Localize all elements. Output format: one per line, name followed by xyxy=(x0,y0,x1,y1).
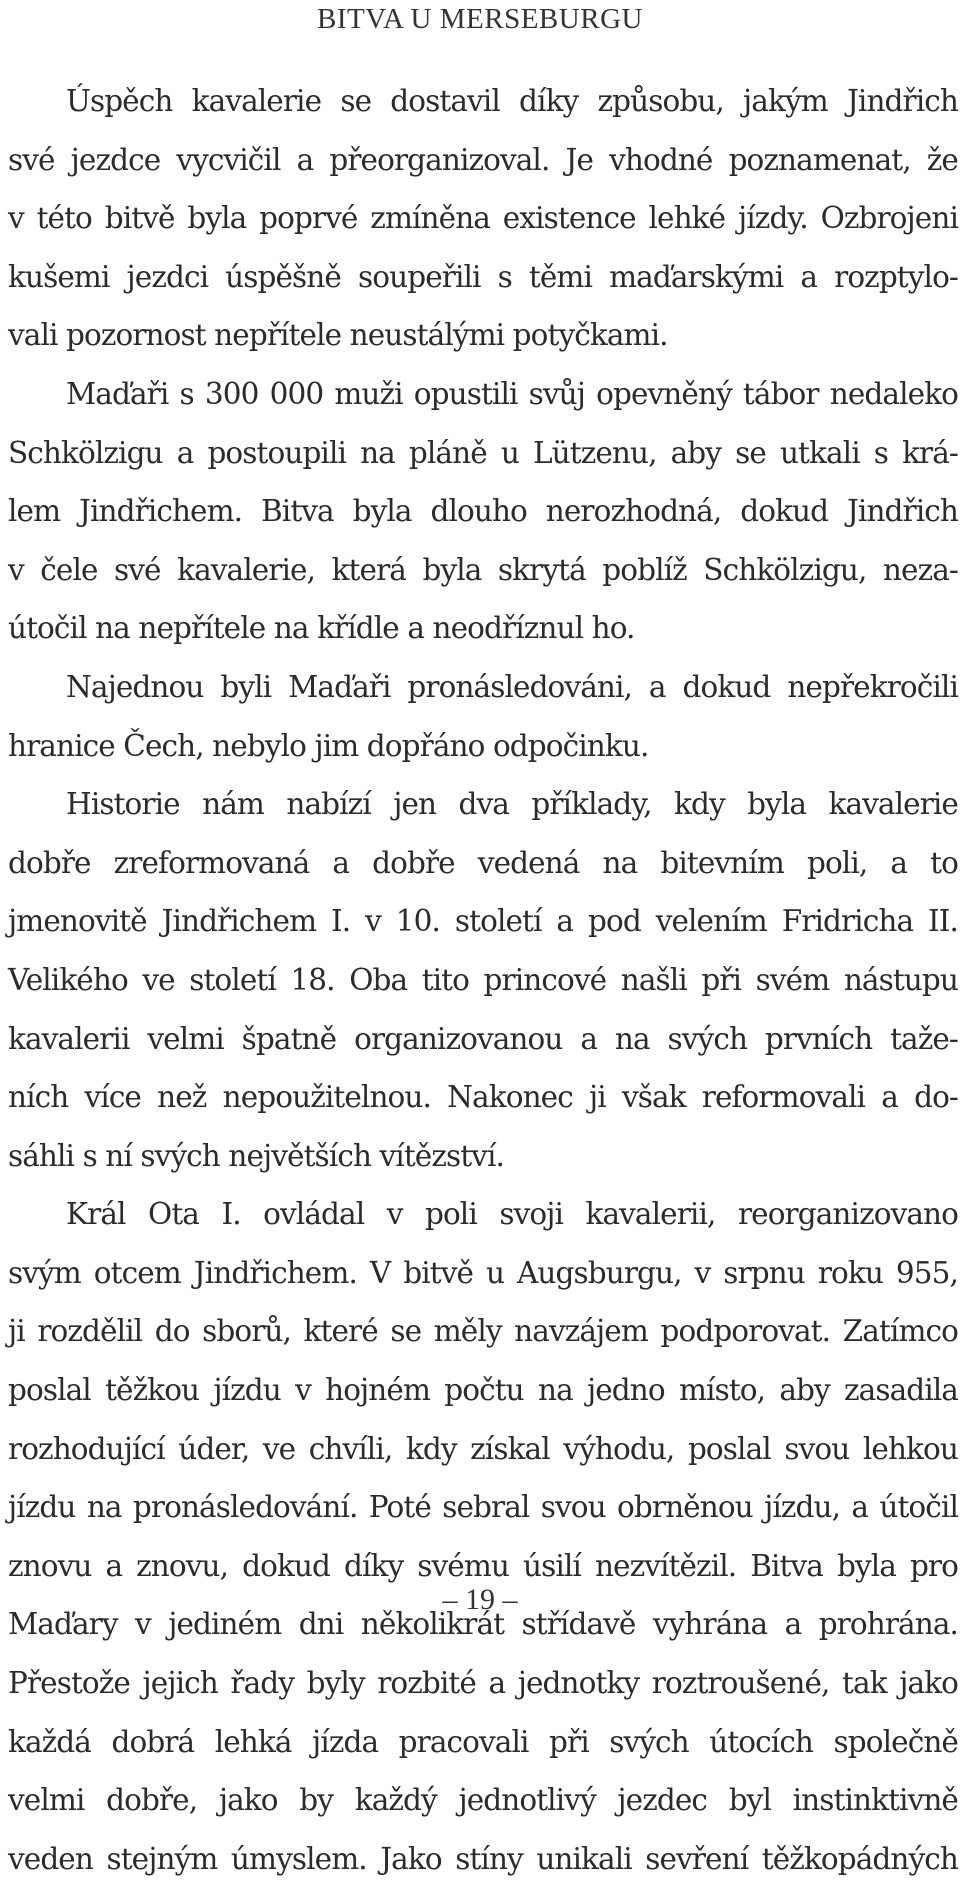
text-line: jmenovitě Jindřichem I. v 10. století a pod velením Fridricha II. xyxy=(8,904,958,939)
text-line: útočil na nepřítele na křídle a neodříznul ho. xyxy=(8,611,635,646)
text-line: Úspěch kavalerie se dostavil díky způsobu, jakým Jindřich xyxy=(66,84,958,118)
text-line: ních více než nepoužitelnou. Nakonec ji však reformovali a do- xyxy=(8,1080,958,1115)
text-line: Král Ota I. ovládal v poli svoji kavalerii, reorganizovano xyxy=(66,1197,958,1232)
text-line: dobře zreformovaná a dobře vedená na bitevním poli, a to xyxy=(8,845,958,880)
text-line: poslal těžkou jízdu v hojném počtu na jedno místo, aby zasadila xyxy=(8,1373,958,1408)
text-line: svým otcem Jindřichem. V bitvě u Augsburgu, v srpnu roku 955, xyxy=(8,1255,958,1290)
text-line: veden stejným úmyslem. Jako stíny unikali sevření těžkopádných xyxy=(8,1841,958,1876)
text-line: velmi dobře, jako by každý jednotlivý jezdec byl instinktivně xyxy=(8,1783,958,1818)
text-line: jízdu na pronásledování. Poté sebral svou obrněnou jízdu, a útočil xyxy=(8,1490,958,1525)
text-line: Najednou byli Maďaři pronásledováni, a dokud nepřekročili xyxy=(66,669,958,704)
text-line: rozhodující úder, ve chvíli, kdy získal výhodu, poslal svou lehkou xyxy=(8,1431,958,1466)
text-line: kavalerii velmi špatně organizovanou a na svých prvních taže- xyxy=(8,1021,958,1056)
page-number: – 19 – xyxy=(442,1583,518,1616)
text-line: ji rozdělil do sborů, které se měly navzájem podporovat. Zatímco xyxy=(8,1314,958,1349)
text-line: Maďary v jediném dni několikrát střídavě vyhrána a prohrána. xyxy=(8,1607,958,1642)
text-line: své jezdce vycvičil a přeorganizoval. Je vhodné poznamenat, že xyxy=(8,142,958,177)
text-line: Přestože jejich řady byly rozbité a jednotky roztroušené, tak jako xyxy=(8,1666,958,1701)
text-line: Maďaři s 300 000 muži opustili svůj opevněný tábor nedaleko xyxy=(66,376,958,411)
page-title: BITVA U MERSEBURGU xyxy=(317,3,643,35)
text-line: Schkölzigu a postoupili na pláně u Lützenu, aby se utkali s krá- xyxy=(8,435,958,470)
text-line: kušemi jezdci úspěšně soupeřili s těmi maďarskými a rozptylo- xyxy=(8,259,958,294)
text-line: v této bitvě byla poprvé zmíněna existence lehké jízdy. Ozbrojeni xyxy=(8,201,958,236)
text-line: Historie nám nabízí jen dva příklady, kdy byla kavalerie xyxy=(66,787,958,822)
text-line: Velikého ve století 18. Oba tito princové našli při svém nástupu xyxy=(8,962,958,997)
text-line: znovu a znovu, dokud díky svému úsilí nezvítězil. Bitva byla pro xyxy=(8,1548,958,1583)
text-line: vali pozornost nepřítele neustálými potyčkami. xyxy=(8,318,668,353)
text-line: lem Jindřichem. Bitva byla dlouho nerozhodná, dokud Jindřich xyxy=(8,494,958,529)
text-line: hranice Čech, nebylo jim dopřáno odpočinku. xyxy=(8,728,649,763)
text-line: sáhli s ní svých největších vítězství. xyxy=(8,1138,504,1173)
text-line: každá dobrá lehká jízda pracovali při svých útocích společně xyxy=(8,1724,958,1759)
text-line: v čele své kavalerie, která byla skrytá poblíž Schkölzigu, neza- xyxy=(8,552,958,587)
